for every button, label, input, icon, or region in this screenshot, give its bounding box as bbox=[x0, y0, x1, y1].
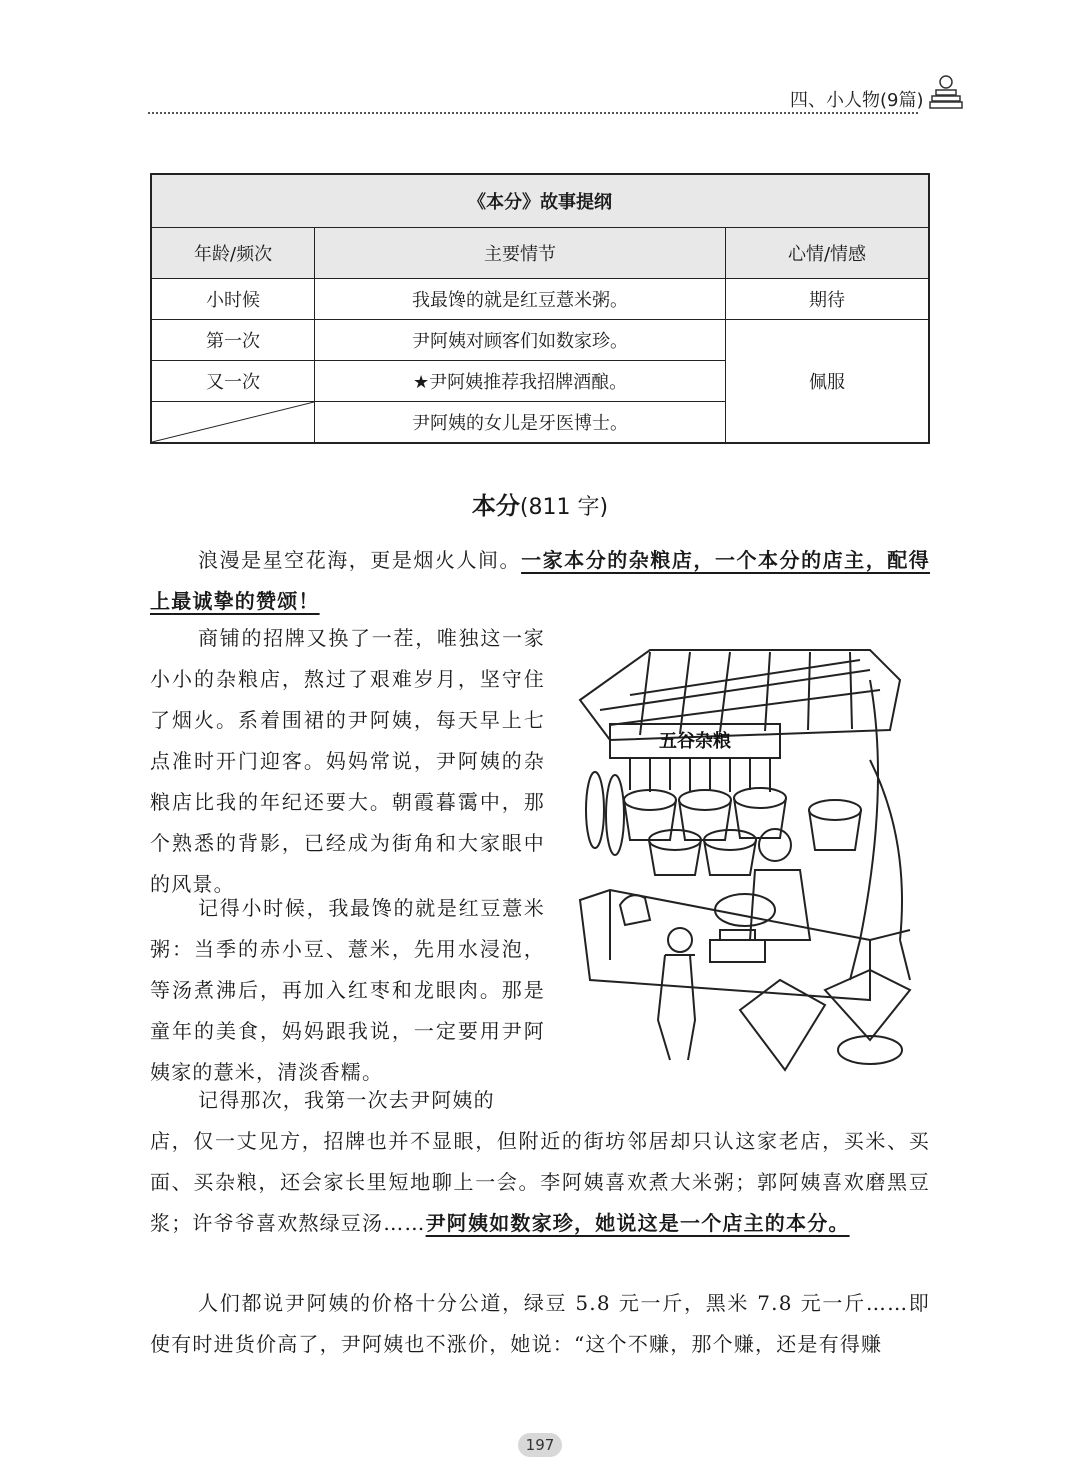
essay-word-count: (811 字) bbox=[519, 495, 609, 520]
paragraph-3: 记得小时候，我最馋的就是红豆薏米粥：当季的赤小豆、薏米，先用水浸泡，等汤煮沸后，再加入红枣和龙眼肉。那是童年的美食，妈妈跟我说，一定要用尹阿姨家的薏米，清淡香糯。 bbox=[150, 896, 545, 1084]
cell-plot: 尹阿姨的女儿是牙医博士。 bbox=[315, 402, 726, 444]
paragraph-1 bbox=[150, 540, 930, 622]
page-number: 197 bbox=[518, 1433, 562, 1457]
cell-feeling: 期待 bbox=[726, 279, 930, 320]
book-stack-icon bbox=[928, 74, 964, 114]
chapter-header: 四、小人物(9篇) bbox=[790, 90, 924, 111]
shop-sign-text: 五谷杂粮 bbox=[659, 731, 731, 752]
cell-feeling-merged: 佩服 bbox=[726, 320, 930, 444]
table-row bbox=[151, 320, 929, 361]
paragraph-4-text: 店，仅一丈见方，招牌也并不显眼，但附近的街坊邻居却只认这家老店，买米、买面、买杂粮，还会家长里短地聊上一会。李阿姨喜欢煮大米粥；郭阿姨喜欢磨黑豆浆；许爷爷喜欢熬绿豆汤…… bbox=[150, 1129, 930, 1235]
table-row bbox=[151, 279, 929, 320]
essay-title bbox=[0, 486, 1080, 521]
column-header-age: 年龄/频次 bbox=[151, 228, 315, 279]
cell-plot: ★尹阿姨推荐我招牌酒酿。 bbox=[315, 361, 726, 402]
paragraph-4-continued bbox=[150, 1121, 930, 1244]
cell-age-diagonal bbox=[151, 402, 315, 444]
cell-plot: 我最馋的就是红豆薏米粥。 bbox=[315, 279, 726, 320]
column-header-plot: 主要情节 bbox=[315, 228, 726, 279]
paragraph-4-highlight: 尹阿姨如数家珍，她说这是一个店主的本分。 bbox=[425, 1211, 850, 1235]
cell-plot: 尹阿姨对顾客们如数家珍。 bbox=[315, 320, 726, 361]
paragraph-1-highlight: 一家本分的杂粮店，一个本分的店主，配得上最诚挚的赞颂！ bbox=[150, 548, 930, 613]
paragraph-1-text: 浪漫是星空花海，更是烟火人间。 bbox=[198, 548, 522, 572]
essay-title-text: 本分 bbox=[471, 492, 520, 520]
cell-age: 小时候 bbox=[151, 279, 315, 320]
paragraph-5: 人们都说尹阿姨的价格十分公道，绿豆 5.8 元一斤，黑米 7.8 元一斤……即使有时进货价高了，尹阿姨也不涨价，她说：“这个不赚，那个赚，还是有得赚 bbox=[150, 1291, 930, 1356]
cell-age: 又一次 bbox=[151, 361, 315, 402]
cell-age: 第一次 bbox=[151, 320, 315, 361]
table-title: 《本分》故事提纲 bbox=[151, 174, 929, 228]
paragraph-4-start: 记得那次，我第一次去尹阿姨的 bbox=[198, 1088, 495, 1112]
paragraph-2: 商铺的招牌又换了一茬，唯独这一家小小的杂粮店，熬过了艰难岁月，坚守住了烟火。系着围裙的尹阿姨，每天早上七点准时开门迎客。妈妈常说，尹阿姨的杂粮店比我的年纪还要大。朝霞暮霭中，那个熟悉的背影，已经成为街角和大家眼中的风景。 bbox=[150, 626, 545, 896]
story-outline-table bbox=[150, 173, 930, 444]
column-header-feeling: 心情/情感 bbox=[726, 228, 930, 279]
header-dotted-rule bbox=[148, 112, 918, 114]
grain-shop-illustration bbox=[570, 640, 932, 1080]
